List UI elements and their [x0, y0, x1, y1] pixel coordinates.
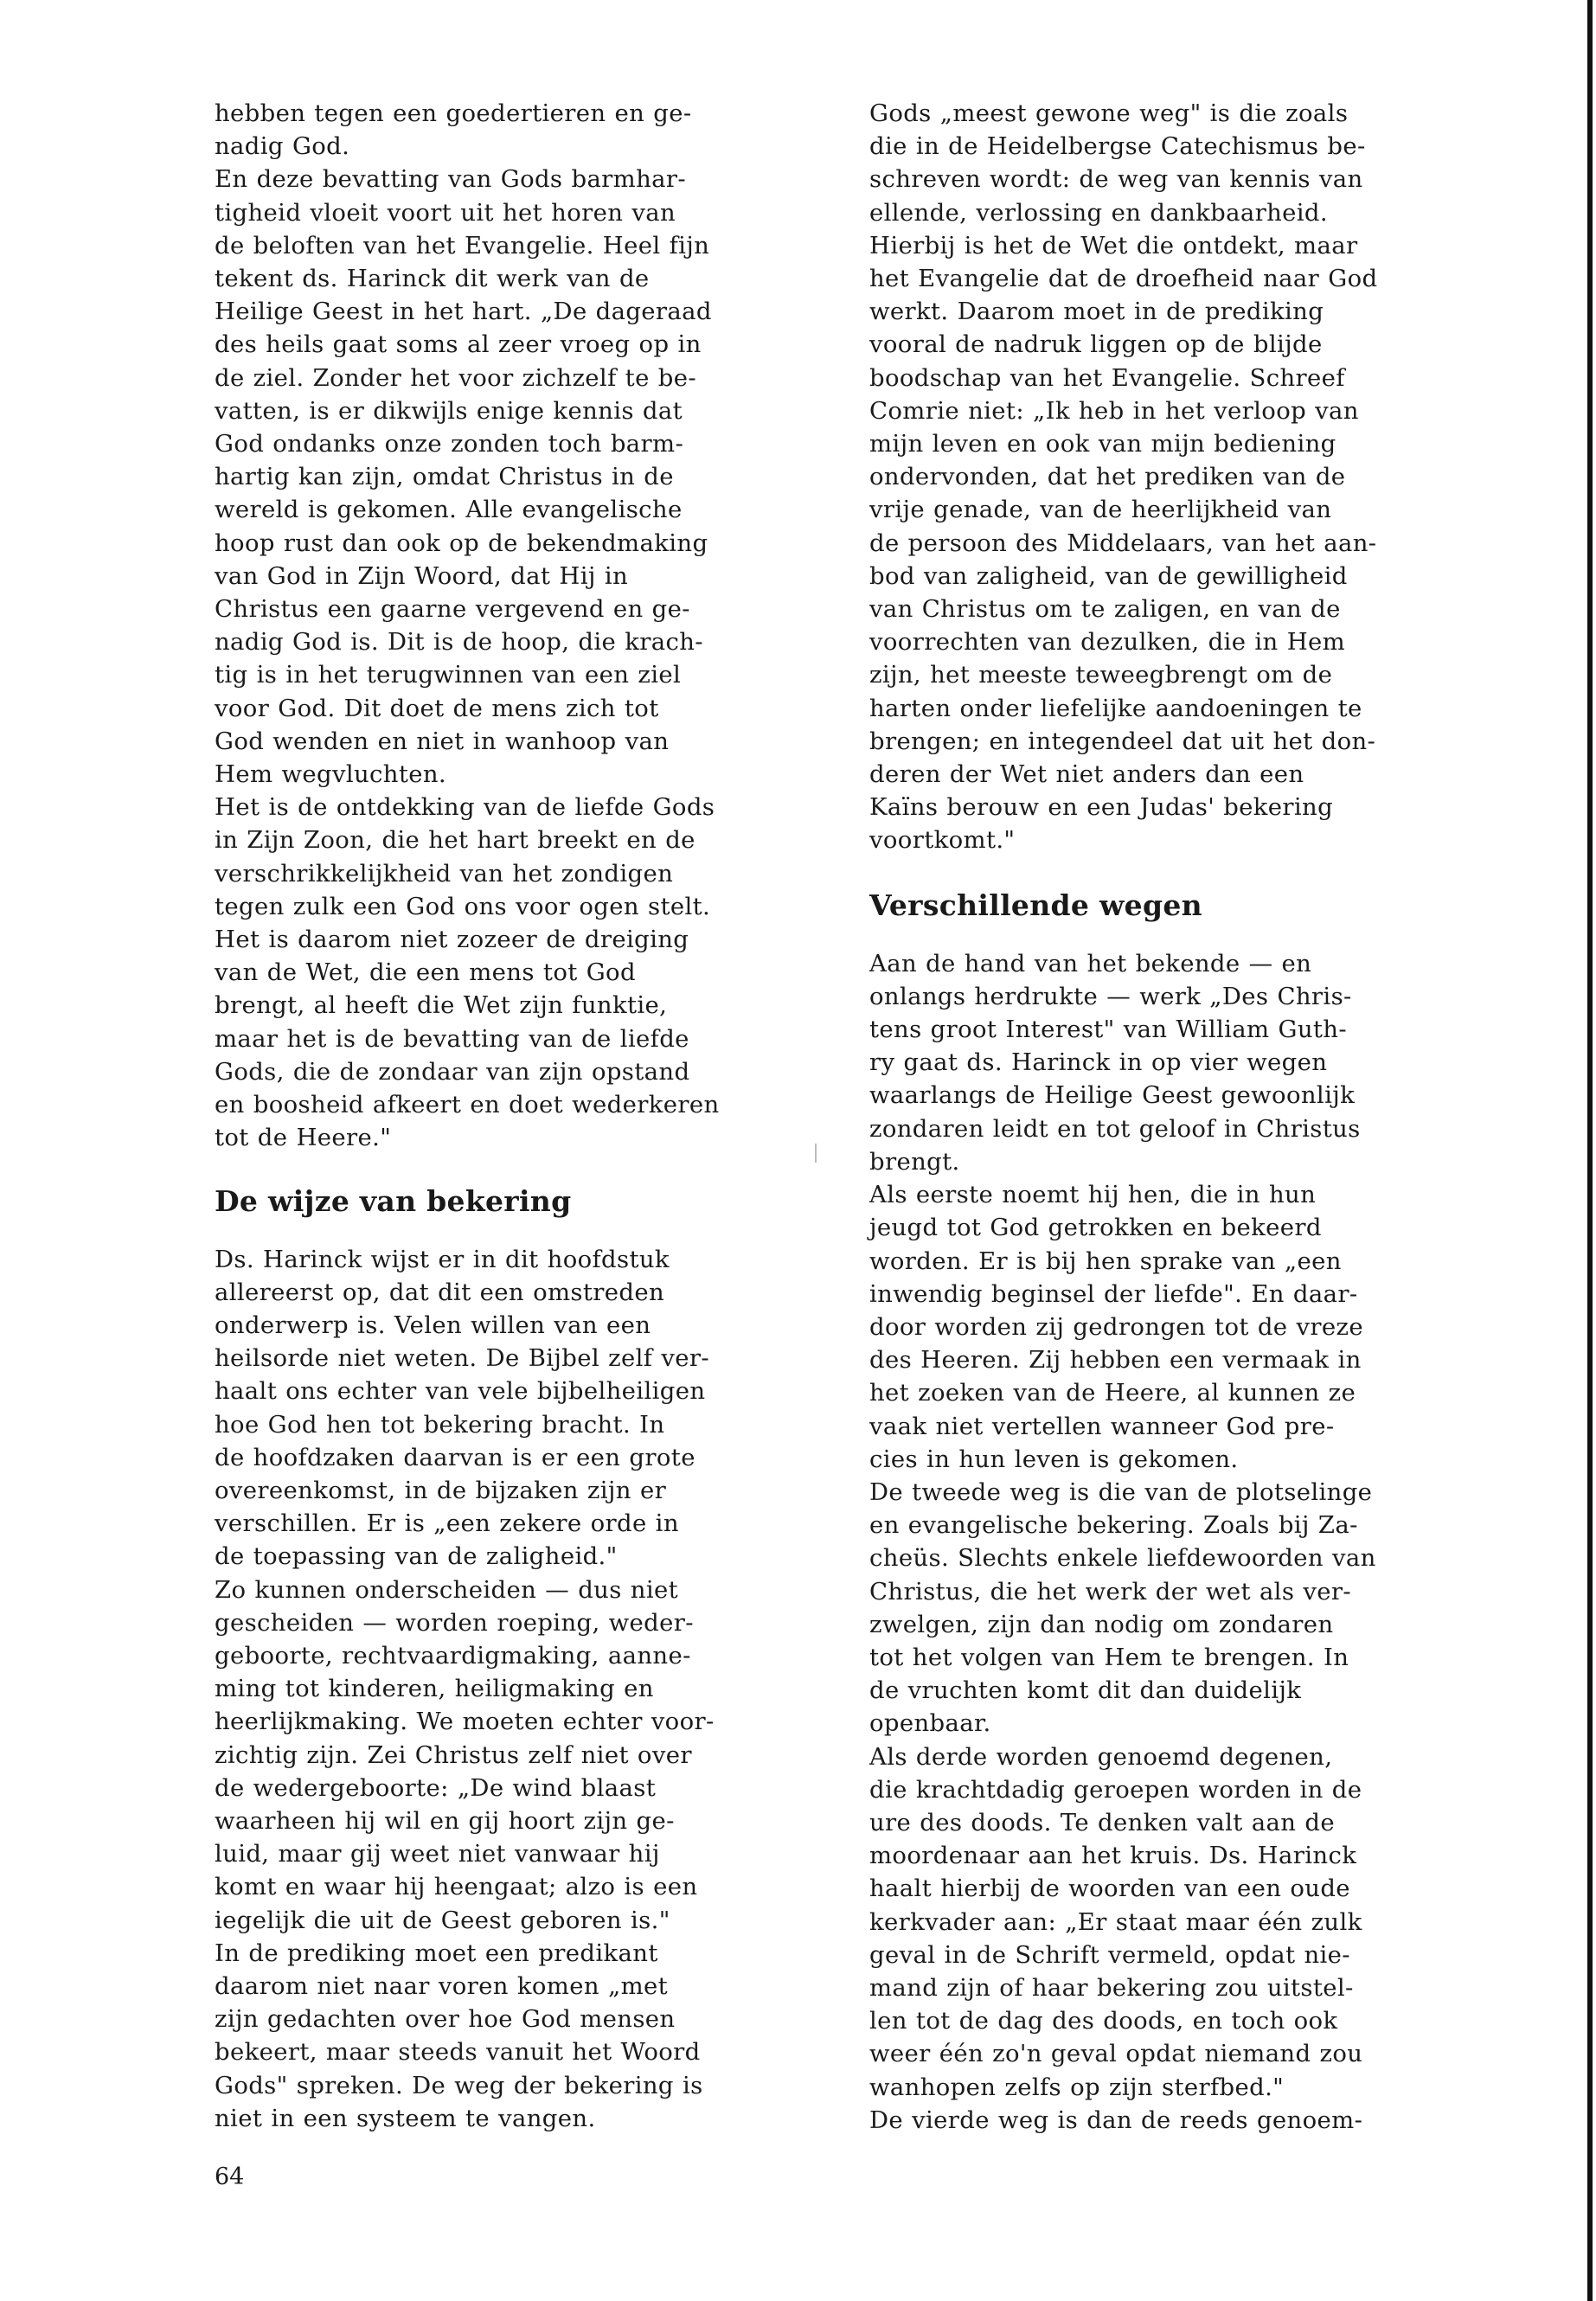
left-paragraphs-top [215, 97, 785, 1155]
text-line: ondervonden, dat het prediken van de [869, 463, 1346, 491]
text-line: van God in Zijn Woord, dat Hij in [215, 561, 629, 590]
text-line: geboorte, rechtvaardigmaking, aanne- [215, 1641, 691, 1670]
text-line: onlangs herdrukte — werk „Des Chris- [869, 982, 1352, 1010]
text-line: heilsorde niet weten. De Bijbel zelf ver- [215, 1344, 710, 1373]
text-line: zijn, het meeste teweegbrengt om de [869, 661, 1333, 689]
text-line: cies in hun leven is gekomen. [869, 1445, 1239, 1473]
text-line: ellende, verlossing en dankbaarheid. [869, 198, 1328, 227]
text-line: kerkvader aan: „Er staat maar één zulk [869, 1907, 1362, 1936]
text-line: zondaren leidt en tot geloof in Christus [869, 1114, 1361, 1143]
text-line: moordenaar aan het kruis. Ds. Harinck [869, 1842, 1357, 1870]
left-column [215, 97, 785, 2135]
text-line: iegelijk die uit de Geest geboren is." [215, 1906, 670, 1934]
text-line: Christus een gaarne vergevend en ge- [215, 595, 690, 624]
text-line: wereld is gekomen. Alle evangelische [215, 496, 683, 524]
text-line: hebben tegen een goedertieren en ge- [215, 99, 692, 127]
page-edge-rule [1587, 0, 1593, 2301]
text-line: tig is in het terugwinnen van een ziel [215, 661, 682, 689]
text-line: het Evangelie dat de droefheid naar God [869, 265, 1378, 293]
text-line: Ds. Harinck wijst er in dit hoofdstuk [215, 1245, 670, 1273]
text-line: mand zijn of haar bekering zou uitstel- [869, 1973, 1354, 2002]
text-line: voorrechten van dezulken, die in Hem [869, 628, 1346, 657]
text-line: bod van zaligheid, van de gewilligheid [869, 561, 1348, 590]
text-line: De vierde weg is dan de reeds genoem- [869, 2106, 1363, 2134]
text-line: harten onder liefelijke aandoeningen te [869, 694, 1362, 722]
text-line: nadig God. [215, 132, 350, 161]
text-line: luid, maar gij weet niet vanwaar hij [215, 1840, 660, 1868]
text-line: haalt ons echter van vele bijbelheiligen [215, 1377, 706, 1406]
text-line: tekent ds. Harinck dit werk van de [215, 265, 650, 293]
text-line: ry gaat ds. Harinck in op vier wegen [869, 1048, 1328, 1077]
text-line: zwelgen, zijn dan nodig om zondaren [869, 1610, 1334, 1638]
text-line: maar het is de bevatting van de liefde [215, 1024, 689, 1053]
text-line: komt en waar hij heengaat; alzo is een [215, 1873, 698, 1901]
text-line: brengen; en integendeel dat uit het don- [869, 727, 1376, 755]
text-line: die krachtdadig geroepen worden in de [869, 1775, 1362, 1804]
text-line: van de Wet, die een mens tot God [215, 958, 636, 987]
text-line: Gods" spreken. De weg der bekering is [215, 2071, 703, 2099]
right-paragraphs-bottom [869, 947, 1445, 2137]
text-line: werkt. Daarom moet in de prediking [869, 298, 1324, 326]
text-line: Kaïns berouw en een Judas' bekering [869, 793, 1334, 822]
text-line: nadig God is. Dit is de hoop, die krach- [215, 628, 703, 657]
right-column [869, 97, 1445, 2137]
text-line: des heils gaat soms al zeer vroeg op in [215, 330, 702, 359]
text-line: en evangelische bekering. Zoals bij Za- [869, 1511, 1358, 1540]
text-line: vooral de nadruk liggen op de blijde [869, 330, 1323, 359]
text-line: inwendig beginsel der liefde". En daar- [869, 1279, 1358, 1308]
text-line: de vruchten komt dit dan duidelijk [869, 1676, 1302, 1705]
text-line: jeugd tot God getrokken en bekeerd [869, 1214, 1322, 1242]
text-line: deren der Wet niet anders dan een [869, 760, 1304, 789]
text-line: ure des doods. Te denken valt aan de [869, 1808, 1335, 1836]
text-line: tigheid vloeit voort uit het horen van [215, 198, 676, 227]
text-line: des Heeren. Zij hebben een vermaak in [869, 1346, 1362, 1375]
text-line: het zoeken van de Heere, al kunnen ze [869, 1379, 1356, 1407]
text-line: God wenden en niet in wanhoop van [215, 727, 670, 755]
text-line: brengt, al heeft die Wet zijn funktie, [215, 991, 668, 1020]
text-line: en boosheid afkeert en doet wederkeren [215, 1091, 720, 1119]
text-line: de ziel. Zonder het voor zichzelf te be- [215, 363, 697, 392]
text-line: wanhopen zelfs op zijn sterfbed." [869, 2073, 1285, 2101]
text-line: verschillen. Er is „een zekere orde in [215, 1509, 679, 1538]
text-line: Zo kunnen onderscheiden — dus niet [215, 1575, 678, 1604]
text-line: overeenkomst, in de bijzaken zijn er [215, 1476, 667, 1504]
text-line: voortkomt." [869, 826, 1016, 855]
text-line: mijn leven en ook van mijn bediening [869, 430, 1336, 458]
text-line: heerlijkmaking. We moeten echter voor- [215, 1708, 715, 1736]
text-line: hoe God hen tot bekering bracht. In [215, 1410, 665, 1439]
text-line: verschrikkelijkheid van het zondigen [215, 859, 674, 888]
text-line: Hierbij is het de Wet die ontdekt, maar [869, 231, 1358, 260]
text-line: hartig kan zijn, omdat Christus in de [215, 463, 674, 491]
text-line: niet in een systeem te vangen. [215, 2104, 596, 2132]
scan-mark [815, 1144, 817, 1163]
text-line: de persoon des Middelaars, van het aan- [869, 529, 1377, 557]
text-line: weer één zo'n geval opdat niemand zou [869, 2040, 1363, 2068]
text-line: de wedergeboorte: „De wind blaast [215, 1773, 657, 1802]
text-line: openbaar. [869, 1709, 991, 1738]
text-line: vatten, is er dikwijls enige kennis dat [215, 396, 683, 425]
left-paragraphs-bottom [215, 1243, 785, 2135]
text-line: In de prediking moet een predikant [215, 1939, 658, 1967]
text-line: die in de Heidelbergse Catechismus be- [869, 132, 1366, 161]
text-line: in Zijn Zoon, die het hart breekt en de [215, 826, 695, 855]
text-line: Als eerste noemt hij hen, die in hun [869, 1181, 1317, 1209]
text-line: allereerst op, dat dit een omstreden [215, 1278, 665, 1306]
text-line: Gods „meest gewone weg" is die zoals [869, 99, 1349, 127]
text-line: zichtig zijn. Zei Christus zelf niet over [215, 1740, 692, 1769]
text-line: de toepassing van de zaligheid." [215, 1542, 618, 1571]
text-line: De tweede weg is die van de plotselinge [869, 1477, 1373, 1506]
page-number: 64 [215, 2163, 245, 2190]
text-line: haalt hierbij de woorden van een oude [869, 1875, 1350, 1903]
text-line: onderwerp is. Velen willen van een [215, 1311, 651, 1339]
text-line: God ondanks onze zonden toch barm- [215, 430, 684, 458]
text-line: tens groot Interest" van William Guth- [869, 1016, 1348, 1044]
text-line: schreven wordt: de weg van kennis van [869, 165, 1363, 194]
text-line: Gods, die de zondaar van zijn opstand [215, 1057, 690, 1086]
section-heading-de-wijze-van-bekering: De wijze van bekering [215, 1183, 572, 1218]
right-paragraphs-top [869, 97, 1445, 857]
text-line: Aan de hand van het bekende — en [869, 949, 1312, 977]
text-line: hoop rust dan ook op de bekendmaking [215, 529, 708, 557]
text-line: daarom niet naar voren komen „met [215, 1971, 669, 2000]
text-line: waarheen hij wil en gij hoort zijn ge- [215, 1806, 675, 1835]
text-line: ming tot kinderen, heiligmaking en [215, 1675, 654, 1703]
text-line: worden. Er is bij hen sprake van „een [869, 1247, 1342, 1275]
text-line: Hem wegvluchten. [215, 760, 447, 789]
text-line: voor God. Dit doet de mens zich tot [215, 694, 659, 722]
text-line: van Christus om te zaligen, en van de [869, 595, 1341, 624]
text-line: cheüs. Slechts enkele liefdewoorden van [869, 1544, 1376, 1573]
text-line: Heilige Geest in het hart. „De dageraad [215, 298, 712, 326]
text-line: de beloften van het Evangelie. Heel fijn [215, 231, 710, 260]
section-heading-verschillende-wegen: Verschillende wegen [869, 888, 1202, 922]
text-line: Comrie niet: „Ik heb in het verloop van [869, 396, 1359, 425]
text-line: vrije genade, van de heerlijkheid van [869, 496, 1332, 524]
text-line: de hoofdzaken daarvan is er een grote [215, 1443, 695, 1471]
text-line: Als derde worden genoemd degenen, [869, 1742, 1333, 1771]
text-line: vaak niet vertellen wanneer God pre- [869, 1412, 1335, 1440]
text-line: tegen zulk een God ons voor ogen stelt. [215, 892, 711, 920]
text-line: gescheiden — worden roeping, weder- [215, 1608, 694, 1637]
text-line: len tot de dag des doods, en toch ook [869, 2007, 1338, 2035]
text-line: bekeert, maar steeds vanuit het Woord [215, 2038, 701, 2067]
text-line: brengt. [869, 1147, 960, 1176]
text-line: geval in de Schrift vermeld, opdat nie- [869, 1940, 1350, 1969]
text-line: door worden zij gedrongen tot de vreze [869, 1312, 1363, 1341]
text-line: boodschap van het Evangelie. Schreef [869, 363, 1345, 392]
text-line: waarlangs de Heilige Geest gewoonlijk [869, 1081, 1356, 1110]
text-line: En deze bevatting van Gods barmhar- [215, 165, 687, 194]
text-line: tot de Heere." [215, 1124, 392, 1152]
text-line: Christus, die het werk der wet als ver- [869, 1577, 1352, 1606]
text-line: Het is daarom niet zozeer de dreiging [215, 926, 689, 954]
text-line: Het is de ontdekking van de liefde Gods [215, 793, 715, 822]
text-line: tot het volgen van Hem te brengen. In [869, 1643, 1349, 1671]
text-line: zijn gedachten over hoe God mensen [215, 2005, 676, 2034]
